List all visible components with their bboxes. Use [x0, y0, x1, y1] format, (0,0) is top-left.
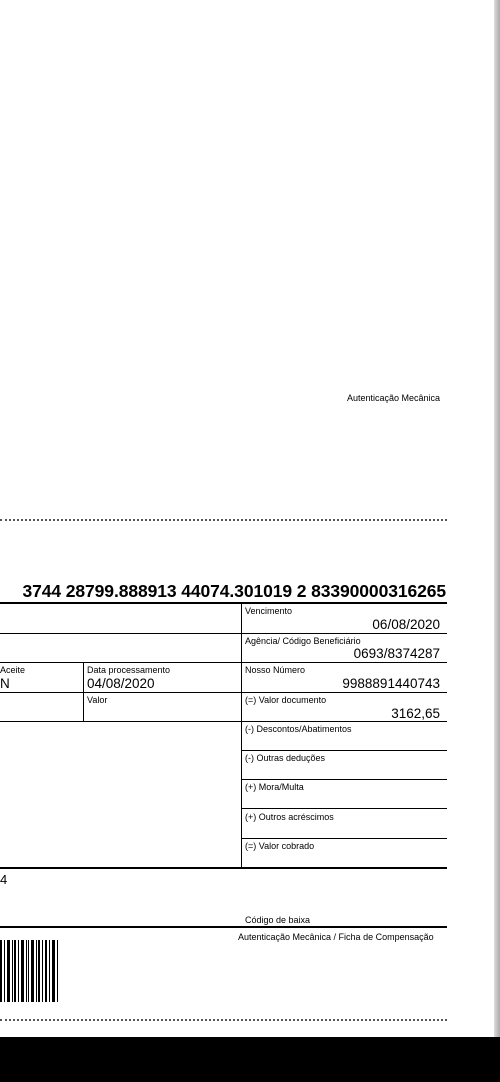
valor-documento-value: 3162,65 [391, 706, 440, 721]
valor-documento-label: (=) Valor documento [245, 695, 327, 705]
grid-top-border [0, 602, 447, 604]
barcode [0, 940, 60, 1002]
grid-row-line-1 [0, 633, 447, 634]
data-processamento-value: 04/08/2020 [87, 676, 155, 691]
grid-row-line-8 [241, 838, 447, 839]
outros-acrescimos-label: (+) Outros acréscimos [245, 812, 334, 822]
cut-line-top [0, 519, 447, 521]
footer-line [0, 926, 447, 928]
nosso-numero-value: 9988891440743 [342, 676, 440, 691]
mora-multa-label: (+) Mora/Multa [245, 782, 304, 792]
valor-cobrado-label: (=) Valor cobrado [245, 841, 315, 851]
agencia-value: 0693/8374287 [353, 646, 440, 661]
vencimento-label: Vencimento [245, 606, 293, 616]
cut-line-bottom [0, 1019, 447, 1021]
agencia-label: Agência/ Código Beneficiário [245, 636, 361, 646]
grid-row-line-2 [0, 662, 447, 663]
grid-row-line-7 [241, 808, 447, 809]
outras-deducoes-label: (-) Outras deduções [245, 753, 326, 763]
grid-row-line-3 [0, 692, 447, 693]
aceite-value: N [0, 676, 10, 691]
codigo-baixa-label: Código de baixa [245, 915, 311, 925]
bottom-autenticacao-label: Autenticação Mecânica / Ficha de Compensação [238, 932, 434, 942]
grid-row-line-5 [241, 750, 447, 751]
nosso-numero-label: Nosso Número [245, 665, 306, 675]
valor-label: Valor [87, 695, 108, 705]
digitable-line: 3744 28799.888913 44074.301019 2 83390000316265 [22, 581, 446, 601]
grid-row-line-4 [0, 721, 447, 722]
data-processamento-label: Data processamento [87, 665, 171, 675]
grid-row-line-6 [241, 779, 447, 780]
top-autenticacao-label: Autenticação Mecânica [347, 393, 441, 403]
sacado-fragment: 4 [0, 872, 8, 887]
page-edge-shadow [494, 0, 500, 1037]
grid-bottom-border [0, 867, 447, 869]
aceite-label: Aceite [0, 665, 26, 675]
grid-right-divider [241, 604, 242, 868]
vencimento-value: 06/08/2020 [372, 617, 440, 632]
descontos-label: (-) Descontos/Abatimentos [245, 724, 352, 734]
